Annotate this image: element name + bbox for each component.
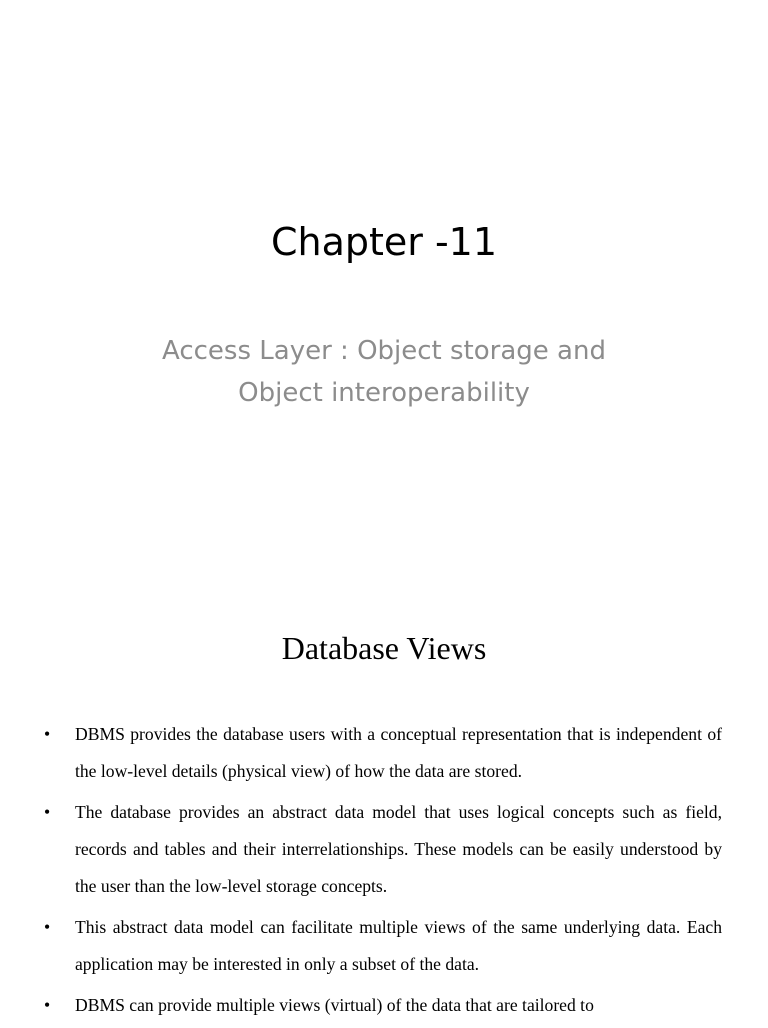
bullet-item [40, 909, 722, 983]
bullet-text: DBMS provides the database users with a conceptual representation that is independent of the low-level details (physical view) of how the data are stored. [75, 724, 722, 781]
content-slide [0, 580, 768, 1024]
slide-title: Chapter -11 [270, 220, 498, 264]
subtitle-line: Access Layer : Object storage and [162, 336, 606, 366]
bullet-text: DBMS can provide multiple views (virtual) of the data that are tailored to [75, 995, 594, 1015]
bullet-icon: • [44, 802, 51, 822]
bullet-item [40, 987, 722, 1024]
bullet-item [40, 716, 722, 790]
bullet-icon: • [44, 917, 51, 937]
bullet-text: This abstract data model can facilitate multiple views of the same underlying data. Each application may be interested in only a subset of the data. [75, 917, 722, 974]
slide-title: Database Views [281, 630, 487, 666]
bullet-text: The database provides an abstract data model that uses logical concepts such as field, records and tables and their interrelationships. These models can be easily understood by the user than the low-level storage concepts. [75, 802, 722, 896]
bullet-icon: • [44, 995, 51, 1015]
subtitle-line: Object interoperability [238, 378, 530, 408]
bullet-list [40, 716, 722, 1028]
bullet-icon: • [44, 724, 51, 744]
slide-subtitle [120, 330, 648, 414]
bullet-item [40, 794, 722, 905]
